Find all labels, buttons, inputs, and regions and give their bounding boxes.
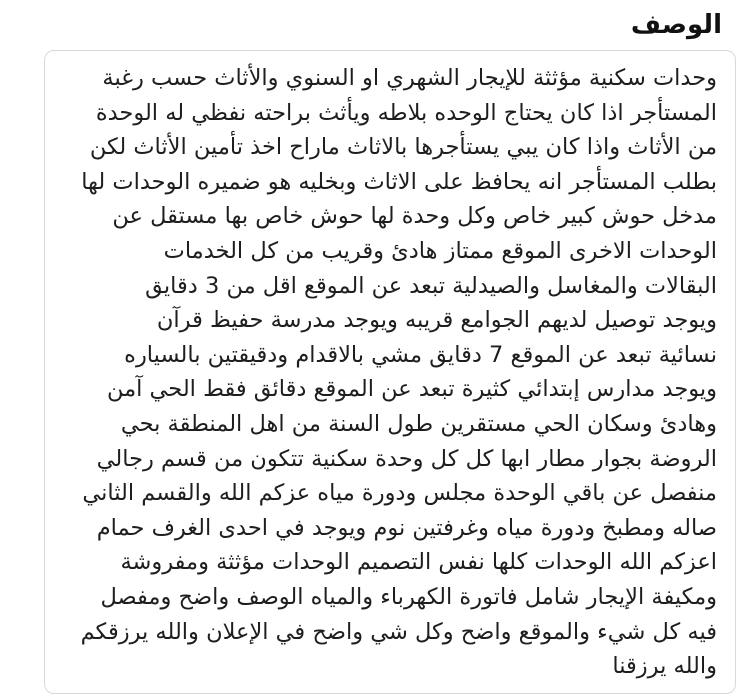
description-line: صاله ومطبخ ودورة مياه وغرفتين نوم ويوجد في احدى الغرف حمام (96, 514, 717, 541)
description-line: والله يرزقنا (612, 653, 717, 680)
description-line: بطلب المستأجر انه يحافظ على الاثاث وبخليه هو ضميره الوحدات لها (81, 168, 717, 195)
description-line: وهادئ وسكان الحي مستقرين طول السنة من اهل المنطقة بحي (120, 410, 717, 437)
description-line: الوحدات الاخرى الموقع ممتاز هادئ وقريب من كل الخدمات (163, 237, 717, 264)
description-line: اعزكم الله الوحدات كلها نفس التصميم الوحدات مؤثثة ومفروشة (120, 549, 717, 576)
description-line: فيه كل شيء والموقع واضح وكل شي واضح في الإعلان والله يرزقكم (80, 618, 717, 645)
description-text (51, 61, 717, 684)
description-line: البقالات والمغاسل والصيدلية تبعد عن الموقع اقل من 3 دقايق (145, 272, 717, 299)
section-title: الوصف (630, 10, 722, 40)
description-line: منفصل عن باقي الوحدة مجلس ودورة مياه عزكم الله والقسم الثاني (82, 480, 717, 507)
description-line: نسائية تبعد عن الموقع 7 دقايق مشي بالاقدام ودقيقتين بالسياره (124, 341, 717, 368)
description-line: الروضة بجوار مطار ابها كل كل وحدة سكنية تتكون من قسم رجالي (96, 445, 717, 472)
description-box (44, 50, 736, 694)
description-line: ويوجد توصيل لديهم الجوامع قريبه ويوجد مدرسة حفيظ قرآن (156, 307, 717, 334)
description-line: المستأجر اذا كان يحتاج الوحده بلاطه ويأثث براحته نفظي له الوحدة (95, 99, 717, 126)
description-line: مدخل حوش كبير خاص وكل وحدة لها حوش خاص بها مستقل عن (112, 203, 717, 230)
description-line: ويوجد مدارس إبتدائي كثيرة تبعد عن الموقع دقائق فقط الحي آمن (106, 376, 717, 403)
description-line: وحدات سكنية مؤثثة للإيجار الشهري او السنوي والأثاث حسب رغبة (102, 65, 717, 91)
description-line: ومكيفة الإيجار شامل فاتورة الكهرباء والمياه الوصف واضح ومفصل (100, 583, 717, 610)
description-line: من الأثاث واذا كان يبي يستأجرها بالاثاث ماراح اخذ تأمين الأثاث لكن (89, 134, 717, 161)
